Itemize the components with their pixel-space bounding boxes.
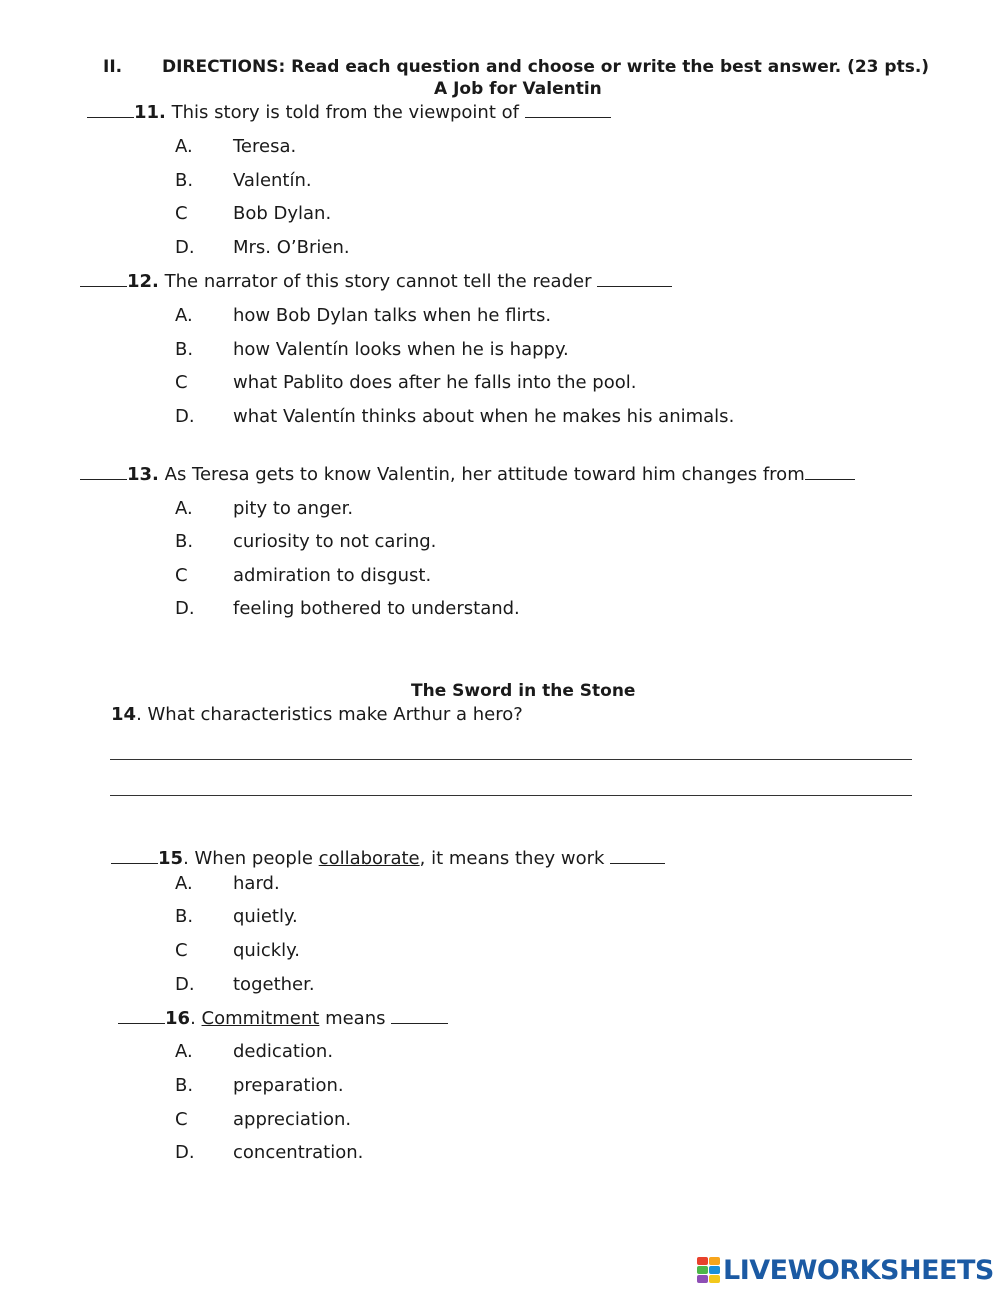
question-number: 11. [134,102,166,123]
fill-line [610,849,665,864]
option-letter: C [175,565,188,586]
option-letter: D. [175,406,195,427]
answer-blank-16[interactable] [118,1009,165,1024]
option-text[interactable]: Mrs. O’Brien. [233,237,350,258]
answer-blank-15[interactable] [111,849,158,864]
logo-tile [697,1257,708,1265]
question-text: As Teresa gets to know Valentin, her attitude toward him changes from [164,464,805,485]
question-text: means [325,1008,386,1029]
option-letter: C [175,1109,188,1130]
question-11 [87,102,611,123]
answer-blank-13[interactable] [80,465,127,480]
question-number: 12. [127,271,159,292]
fill-line [597,272,672,287]
question-text: , it means they work [419,848,605,869]
option-letter: B. [175,531,194,552]
option-letter: C [175,372,188,393]
liveworksheets-logo[interactable] [697,1255,994,1285]
answer-blank-12[interactable] [80,272,127,287]
option-text[interactable]: quietly. [233,906,298,927]
vocab-word: Commitment [201,1008,320,1029]
question-text: . When people [183,848,313,869]
option-letter: C [175,940,188,961]
section-numeral: II. [103,57,123,77]
logo-tile [697,1275,708,1283]
question-number: 13. [127,464,159,485]
option-letter: B. [175,170,194,191]
option-letter: B. [175,1075,194,1096]
option-text[interactable]: how Valentín looks when he is happy. [233,339,569,360]
option-text[interactable]: Bob Dylan. [233,203,332,224]
option-letter: A. [175,136,193,157]
option-letter: D. [175,1142,195,1163]
logo-tile [709,1275,720,1283]
option-text[interactable]: preparation. [233,1075,344,1096]
option-text[interactable]: hard. [233,873,280,894]
option-text[interactable]: curiosity to not caring. [233,531,437,552]
option-text[interactable]: Teresa. [233,136,297,157]
question-number: 15 [158,848,184,869]
option-letter: D. [175,598,195,619]
option-text[interactable]: what Pablito does after he falls into the pool. [233,372,637,393]
option-text[interactable]: appreciation. [233,1109,352,1130]
question-14 [111,704,523,725]
option-text[interactable]: feeling bothered to understand. [233,598,520,619]
question-15 [111,848,665,869]
question-13 [80,464,855,485]
option-letter: D. [175,974,195,995]
question-text: . What characteristics make Arthur a hero? [136,704,523,725]
option-letter: C [175,203,188,224]
option-letter: A. [175,1041,193,1062]
answer-blank-11[interactable] [87,103,134,118]
directions-heading: DIRECTIONS: Read each question and choose or write the best answer. (23 pts.) [162,57,930,77]
answer-line-14-2[interactable] [110,795,912,796]
option-text[interactable]: dedication. [233,1041,334,1062]
logo-mark-icon [697,1257,720,1283]
option-letter: A. [175,305,193,326]
question-number: 14 [111,704,137,725]
option-text[interactable]: what Valentín thinks about when he makes his animals. [233,406,735,427]
answer-line-14-1[interactable] [110,759,912,760]
question-12 [80,271,672,292]
vocab-word: collaborate [318,848,420,869]
question-text: This story is told from the viewpoint of [171,102,519,123]
fill-line [391,1009,448,1024]
option-letter: D. [175,237,195,258]
option-text[interactable]: quickly. [233,940,300,961]
fill-line [525,103,611,118]
story-title-valentin: A Job for Valentin [434,79,602,99]
logo-text: LIVEWORKSHEETS [723,1254,994,1286]
question-separator: . [190,1008,196,1029]
option-letter: B. [175,906,194,927]
story-title-sword: The Sword in the Stone [411,681,636,701]
option-text[interactable]: together. [233,974,315,995]
option-text[interactable]: admiration to disgust. [233,565,432,586]
option-text[interactable]: Valentín. [233,170,312,191]
option-letter: A. [175,498,193,519]
question-text: The narrator of this story cannot tell the reader [164,271,592,292]
question-number: 16 [165,1008,191,1029]
option-letter: B. [175,339,194,360]
logo-tile [709,1257,720,1265]
fill-line [805,465,855,480]
option-letter: A. [175,873,193,894]
option-text[interactable]: concentration. [233,1142,364,1163]
option-text[interactable]: pity to anger. [233,498,354,519]
option-text[interactable]: how Bob Dylan talks when he flirts. [233,305,552,326]
question-16 [118,1008,448,1029]
logo-tile [697,1266,708,1274]
logo-tile [709,1266,720,1274]
